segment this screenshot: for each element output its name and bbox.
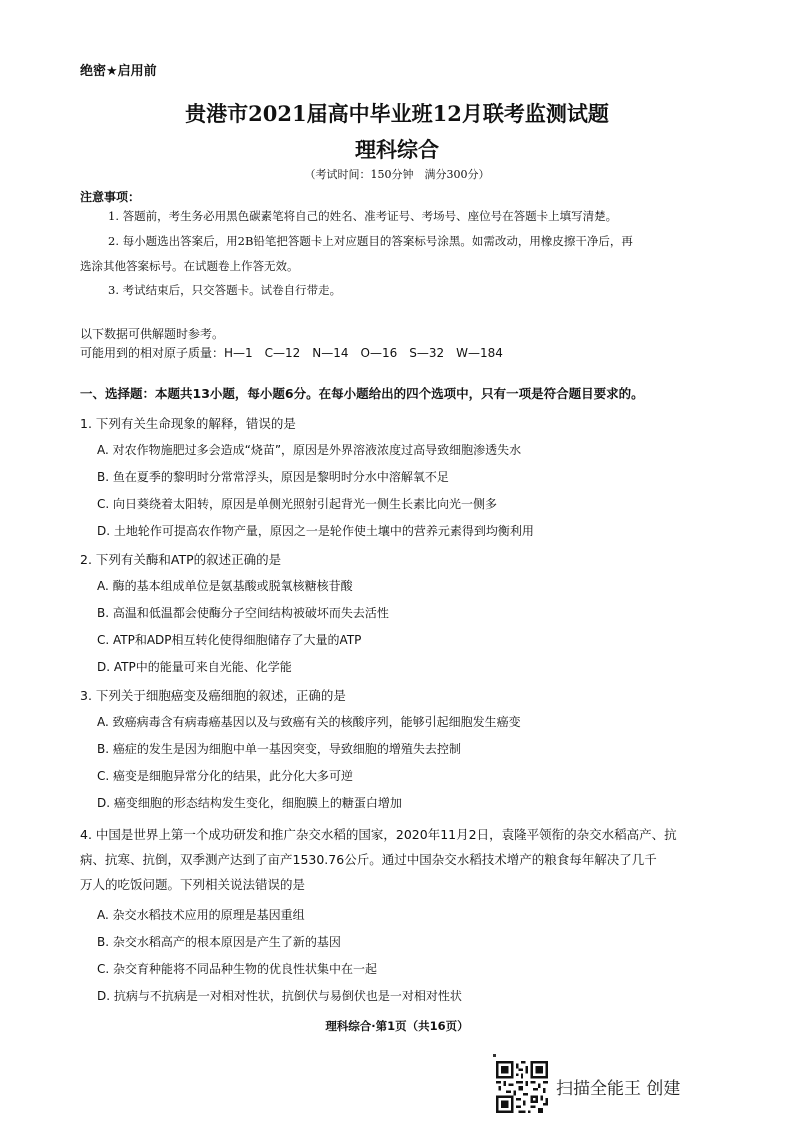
note-item: 2. 每小题选出答案后，用2B铅笔把答题卡上对应题目的答案标号涂黑。如需改动，用橡皮擦干净后，再 [108,234,633,248]
exam-subject: 理科综合 [355,137,439,162]
question-stem-line: 万人的吃饭问题。下列相关说法错误的是 [80,877,306,892]
atomic-mass-list: 可能用到的相对原子质量：H—1 C—12 N—14 O—16 S—32 W—184 [80,346,503,360]
answer-option: D. 抗病与不抗病是一对相对性状，抗倒伏与易倒伏也是一对相对性状 [97,989,462,1003]
exam-title: 贵港市2021届高中毕业班12月联考监测试题 [185,101,609,126]
reference-note: 以下数据可供解题时参考。 [80,327,225,341]
scan-dot [493,1054,496,1057]
question-stem-line: 病、抗寒、抗倒，双季测产达到了亩产1530.76公斤。通过中国杂交水稻技术增产的粮食每年解决了几千 [80,852,657,867]
confidential-mark: 绝密★启用前 [80,64,157,79]
exam-time-info: （考试时间：150分钟 满分300分） [304,168,490,181]
question-stem: 1. 下列有关生命现象的解释，错误的是 [80,416,296,431]
notes-heading: 注意事项： [80,190,141,204]
section-heading: 一、选择题：本题共13小题，每小题6分。在每小题给出的四个选项中，只有一项是符合题目要求的。 [80,386,644,401]
answer-option: A. 杂交水稻技术应用的原理是基因重组 [97,908,305,922]
scanner-watermark: 扫描全能王 创建 [556,1079,681,1099]
note-item: 3. 考试结束后，只交答题卡。试卷自行带走。 [108,283,342,297]
answer-option: B. 癌症的发生是因为细胞中单一基因突变，导致细胞的增殖失去控制 [97,742,461,756]
question-stem [80,822,730,897]
answer-option: A. 酶的基本组成单位是氨基酸或脱氧核糖核苷酸 [97,579,353,593]
question-stem: 3. 下列关于细胞癌变及癌细胞的叙述，正确的是 [80,688,346,703]
answer-option: A. 致癌病毒含有病毒癌基因以及与致癌有关的核酸序列，能够引起细胞发生癌变 [97,715,521,729]
question-stem-line: 4. 中国是世界上第一个成功研发和推广杂交水稻的国家，2020年11月2日，袁隆平领衔的杂交水稻高产、抗 [80,827,677,842]
answer-option: D. 土地轮作可提高农作物产量，原因之一是轮作使土壤中的营养元素得到均衡利用 [97,524,534,538]
note-item: 1. 答题前，考生务必用黑色碳素笔将自己的姓名、准考证号、考场号、座位号在答题卡上填写清楚。 [108,209,618,223]
answer-option: C. 向日葵绕着太阳转，原因是单侧光照射引起背光一侧生长素比向光一侧多 [97,497,498,511]
note-item-continued: 选涂其他答案标号。在试题卷上作答无效。 [80,259,299,273]
answer-option: C. 杂交育种能将不同品种生物的优良性状集中在一起 [97,962,378,976]
answer-option: C. ATP和ADP相互转化使得细胞储存了大量的ATP [97,633,362,647]
answer-option: A. 对农作物施肥过多会造成“烧苗”，原因是外界溶液浓度过高导致细胞渗透失水 [97,443,522,457]
answer-option: C. 癌变是细胞异常分化的结果，此分化大多可逆 [97,769,354,783]
question-stem: 2. 下列有关酶和ATP的叙述正确的是 [80,552,282,567]
answer-option: D. 癌变细胞的形态结构发生变化，细胞膜上的糖蛋白增加 [97,796,402,810]
answer-option: B. 杂交水稻高产的根本原因是产生了新的基因 [97,935,341,949]
qr-code-icon [496,1061,548,1113]
page-footer: 理科综合·第1页（共16页） [325,1019,469,1033]
answer-option: B. 鱼在夏季的黎明时分常常浮头，原因是黎明时分水中溶解氧不足 [97,470,449,484]
answer-option: B. 高温和低温都会使酶分子空间结构被破坏而失去活性 [97,606,389,620]
answer-option: D. ATP中的能量可来自光能、化学能 [97,660,292,674]
